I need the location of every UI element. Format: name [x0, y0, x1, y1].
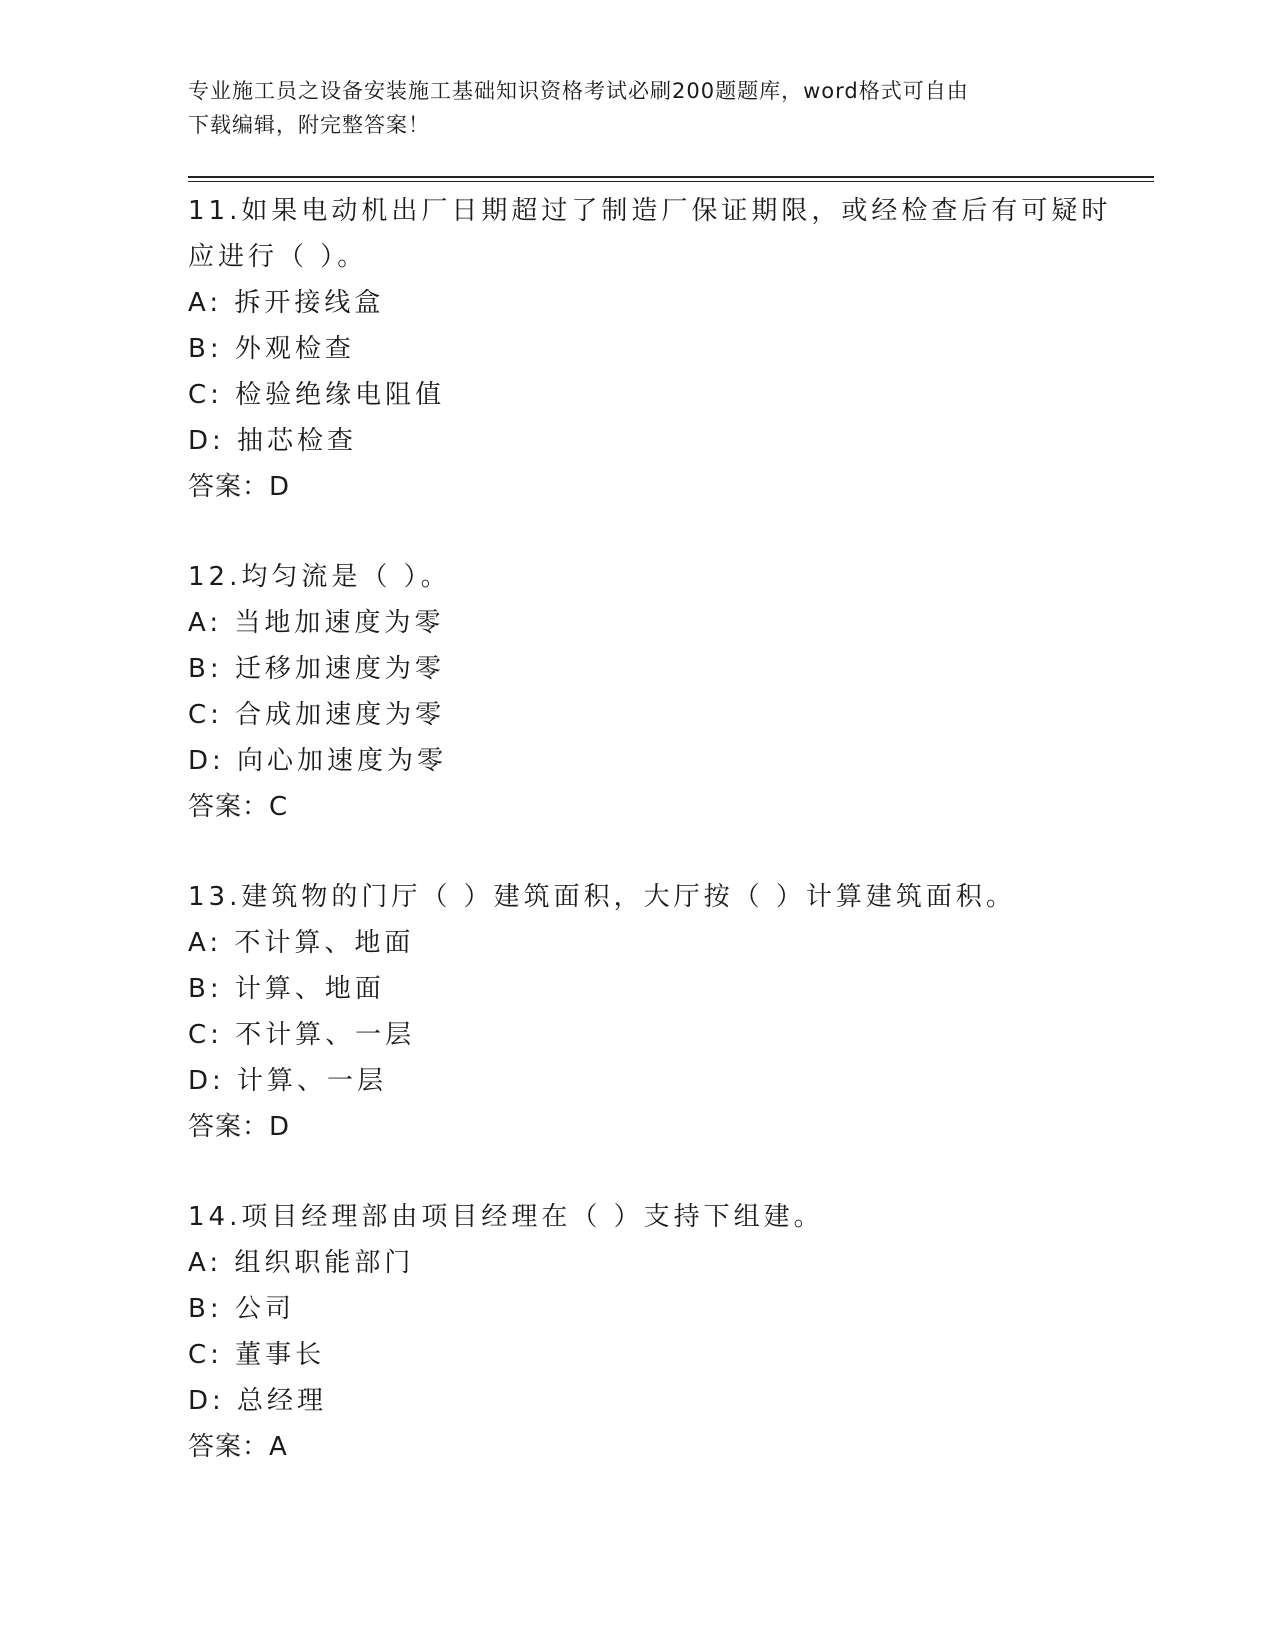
option-c: C: 检验绝缘电阻值 — [188, 380, 446, 410]
question-stem-line: 11.如果电动机出厂日期超过了制造厂保证期限，或经检查后有可疑时 — [188, 196, 1112, 226]
question-stem-line: 12.均匀流是（ ）。 — [188, 562, 451, 592]
question-stem — [188, 188, 1112, 280]
option-b: B: 迁移加速度为零 — [188, 654, 445, 684]
option-a: A: 拆开接线盒 — [188, 288, 385, 318]
header-line-1: 专业施工员之设备安装施工基础知识资格考试必刷200题题库，word格式可自由 — [188, 79, 969, 103]
header-divider-thick — [188, 176, 1154, 178]
option-b: B: 公司 — [188, 1294, 295, 1324]
question-14 — [188, 1194, 1088, 1470]
option-b: B: 外观检查 — [188, 334, 355, 364]
option-d: D: 向心加速度为零 — [188, 746, 448, 776]
option-b: B: 计算、地面 — [188, 974, 385, 1004]
question-12 — [188, 554, 1088, 830]
question-11 — [188, 188, 1112, 510]
option-a: A: 不计算、地面 — [188, 928, 415, 958]
document-header — [188, 74, 1068, 142]
header-line-2: 下载编辑，附完整答案！ — [188, 113, 430, 137]
answer: 答案：D — [188, 1112, 291, 1142]
question-stem-line: 14.项目经理部由项目经理在（ ）支持下组建。 — [188, 1202, 824, 1232]
question-stem-line: 应进行（ ）。 — [188, 242, 368, 272]
question-13 — [188, 874, 1088, 1150]
option-c: C: 不计算、一层 — [188, 1020, 416, 1050]
answer: 答案：D — [188, 472, 291, 502]
question-stem-line: 13.建筑物的门厅（ ）建筑面积，大厅按（ ）计算建筑面积。 — [188, 882, 1016, 912]
option-d: D: 总经理 — [188, 1386, 328, 1416]
option-c: C: 董事长 — [188, 1340, 326, 1370]
answer: 答案：C — [188, 792, 289, 822]
answer: 答案：A — [188, 1432, 288, 1462]
option-c: C: 合成加速度为零 — [188, 700, 446, 730]
question-list — [188, 188, 1112, 1514]
header-divider-thin — [188, 181, 1154, 182]
question-stem — [188, 874, 1088, 920]
option-d: D: 抽芯检查 — [188, 426, 358, 456]
question-stem — [188, 1194, 1088, 1240]
question-stem — [188, 554, 1088, 600]
option-a: A: 当地加速度为零 — [188, 608, 445, 638]
option-d: D: 计算、一层 — [188, 1066, 388, 1096]
option-a: A: 组织职能部门 — [188, 1248, 415, 1278]
